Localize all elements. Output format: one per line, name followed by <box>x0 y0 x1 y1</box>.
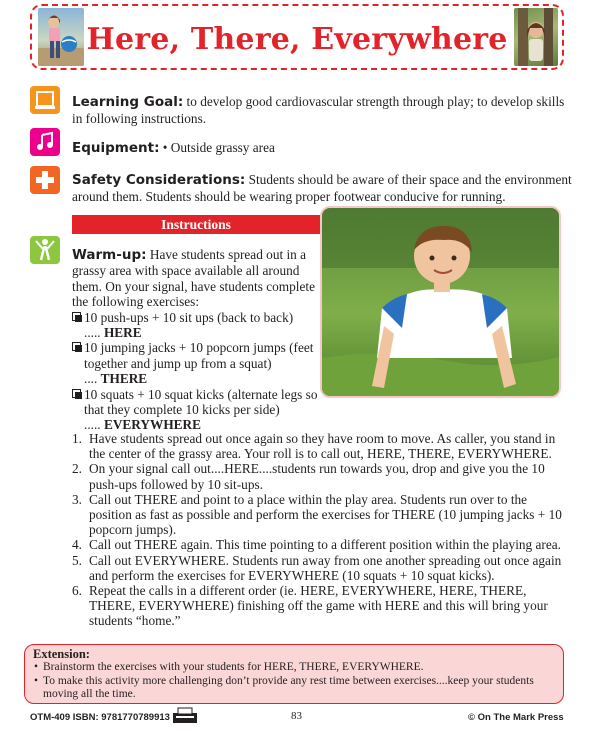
extension-item: • To make this activity more challenging don’t provide any rest time between exercises....keep your students moving all the time. <box>33 675 555 702</box>
exercise-call: ..... EVERYWHERE <box>84 417 202 433</box>
exercise-call-word: EVERYWHERE <box>103 417 202 433</box>
exercise-text: 10 push-ups + 10 sit ups (back to back) <box>84 309 294 325</box>
checkbox-icon <box>72 342 81 351</box>
safety-label: Safety Considerations: <box>72 172 246 188</box>
step-item: 1. Have students spread out once again so they have room to move. As caller, you stand in the center of the grassy area. Your roll is to call out, HERE, THERE, EVERYWHERE. <box>72 431 556 462</box>
equipment-text: • Outside grassy area <box>159 140 275 155</box>
footer-code: OTM-409 ISBN: 9781770789913 <box>30 712 170 723</box>
extension-item: • Brainstorm the exercises with your students for HERE, THERE, EVERYWHERE. <box>33 661 555 674</box>
page-title: Here, There, Everywhere <box>86 22 508 57</box>
exercise-call: ..... HERE <box>84 325 142 341</box>
step-item: 5. Call out EVERYWHERE. Students run away from one another spreading out once again and perform the exercises for EVERYWHERE (10 squats + 10 squat kicks). <box>72 552 562 583</box>
safety-text: Students should be aware of their space and the environment around them. Students should be wearing proper footwear conducive for running. <box>72 172 572 204</box>
boy-pushup-photo <box>320 206 561 398</box>
equipment-section <box>72 140 572 157</box>
exercise-text: 10 jumping jacks + 10 popcorn jumps (feet together and jump up from a squat) <box>84 340 314 371</box>
footer-publisher: © On The Mark Press <box>468 712 564 723</box>
checkbox-icon <box>72 312 81 321</box>
extension-box <box>24 644 564 704</box>
safety-section <box>72 172 572 204</box>
exercise-call: .... THERE <box>84 371 148 387</box>
girl-behind-tree-photo <box>514 8 558 66</box>
learning-goal-text: to develop good cardiovascular strength through play; to develop skills in following instructions. <box>72 94 565 126</box>
learning-goal-label: Learning Goal: <box>72 94 184 110</box>
warm-up-icon <box>30 236 60 264</box>
step-item: 3. Call out THERE and point to a place within the play area. Students run over to the position as fast as possible and perform the exercises for THERE (10 jumping jacks + 10 popcorn jumps). <box>72 491 562 538</box>
checkbox-icon <box>72 389 81 398</box>
page-number: 83 <box>291 710 302 722</box>
learning-goal-section <box>72 94 572 126</box>
step-item: 2. On your signal call out....HERE....students run towards you, drop and give you the 10 push-ups followed by 10 sit-ups. <box>72 461 545 492</box>
equipment-label: Equipment: <box>72 140 160 156</box>
extension-title: Extension: <box>33 647 90 661</box>
exercise-item <box>72 340 320 371</box>
copier-icon <box>171 707 201 730</box>
exercise-text: 10 squats + 10 squat kicks (alternate legs so that they complete 10 kicks per side) <box>84 386 318 418</box>
warm-up-label: Warm-up: <box>72 247 147 263</box>
warm-up-section <box>72 247 320 433</box>
instructions-header: Instructions <box>72 215 320 234</box>
exercise-call-word: HERE <box>103 325 142 341</box>
equipment-icon <box>30 128 60 156</box>
learning-goal-icon <box>30 86 60 114</box>
exercise-call-word: THERE <box>100 371 148 387</box>
girl-with-ball-photo <box>38 8 84 66</box>
safety-icon <box>30 166 60 194</box>
warm-up-text: Have students spread out in a grassy area with space available all around them. On your signal, have students complete the following exercises: <box>72 247 315 310</box>
instruction-steps <box>72 431 572 629</box>
exercise-item <box>72 387 320 418</box>
step-item: 6. Repeat the calls in a different order (ie. HERE, EVERYWHERE, HERE, THERE, THERE, EVERYWHERE) finishing off the game with HERE and this will bring your students “home.” <box>72 583 548 629</box>
step-item: 4. Call out THERE again. This time pointing to a different position within the playing area. <box>72 537 561 553</box>
title-banner <box>30 4 564 70</box>
exercise-item <box>72 310 320 325</box>
